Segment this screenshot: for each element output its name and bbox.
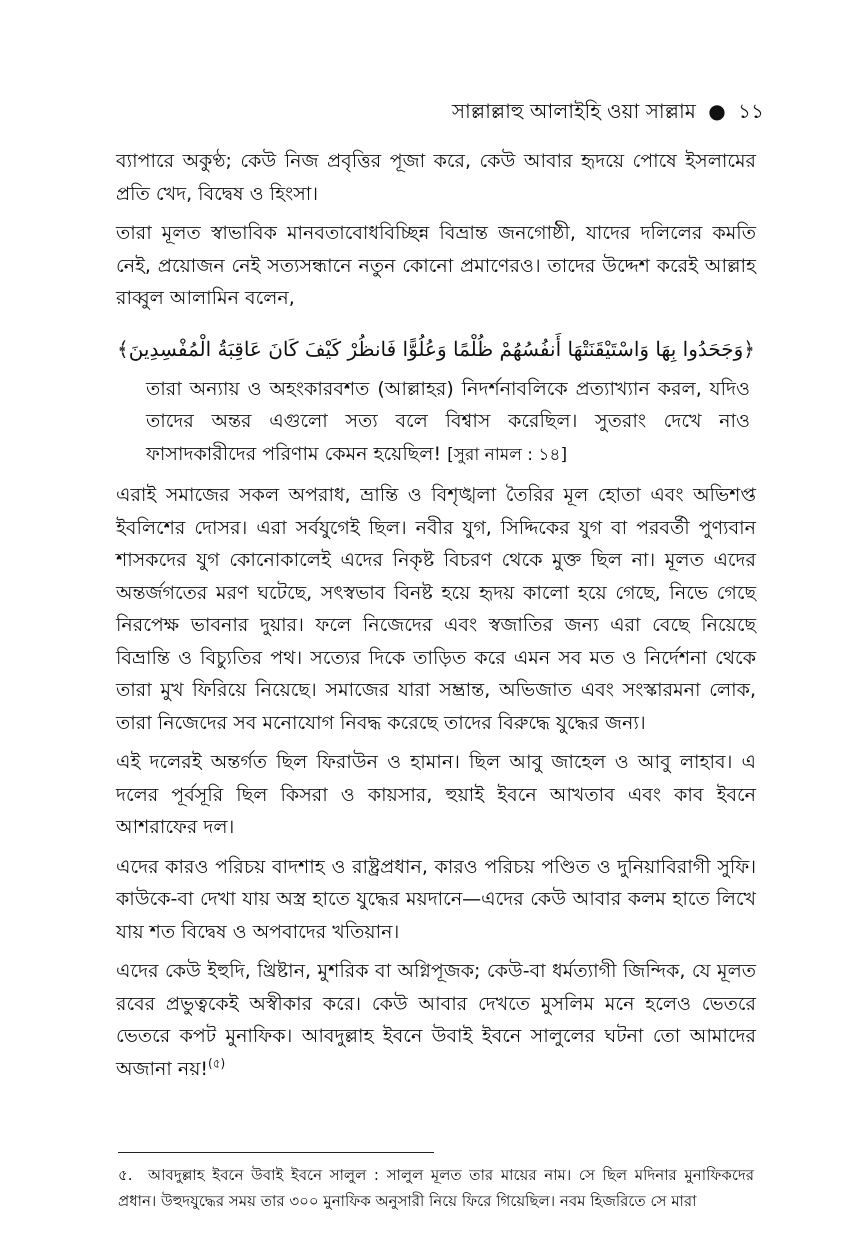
footnote-text: আবদুল্লাহ ইবনে উবাই ইবনে সালুল : সালুল মূলত তার মায়ের নাম। সে ছিল মদিনার মুনাফিকদের প্রধান। উহুদযুদ্ধের সময় তার ৩০০ মুনাফিক অনুসারী নিয়ে ফিরে গিয়েছিল। নবম হিজরিতে সে মারা xyxy=(118,1166,754,1210)
body-text xyxy=(116,145,756,1092)
bullet-icon: ● xyxy=(708,99,726,123)
paragraph-5: এদের কারও পরিচয় বাদশাহ ও রাষ্ট্রপ্রধান, কারও পরিচয় পণ্ডিত ও দুনিয়াবিরাগী সুফি। কাউকে-বা দেখা যায় অস্ত্র হাতে যুদ্ধের ময়দানে—এদের কেউ আবার কলম হাতে লিখে যায় শত বিদ্বেষ ও অপবাদের খতিয়ান। xyxy=(116,855,756,943)
footnote-number: ৫. xyxy=(118,1166,133,1184)
footnote-marker: (৫) xyxy=(208,1056,226,1071)
quran-verse-arabic: ﴿وَجَحَدُوا بِهَا وَاسْتَيْقَنَتْهَا أَنفُسُهُمْ ظُلْمًا وَعُلُوًّا فَانظُرْ كَيْفَ كَانَ عَاقِبَةُ الْمُفْسِدِينَ﴾ xyxy=(116,336,756,361)
verse-reference: [সুরা নামল : ১৪] xyxy=(447,444,568,465)
paragraph-4: এই দলেরই অন্তর্গত ছিল ফিরাউন ও হামান। ছিল আবু জাহেল ও আবু লাহাব। এ দলের পূর্বসূরি ছিল কিসরা ও কায়সার, হুয়াই ইবনে আখতাব এবং কাব ইবনে আশরাফের দল। xyxy=(116,751,756,838)
footnote-divider xyxy=(118,1152,434,1153)
verse-translation-text: তারা অন্যায় ও অহংকারবশত (আল্লাহর) নিদর্শনাবলিকে প্রত্যাখ্যান করল, যদিও তাদের অন্তর এগুলো সত্য বলে বিশ্বাস করেছিল। সুতরাং দেখে নাও ফাসাদকারীদের পরিণাম কেমন হয়েছিল! xyxy=(146,377,750,465)
paragraph-6 xyxy=(116,955,756,1085)
page-number: ১১ xyxy=(738,99,764,123)
paragraph-2: তারা মূলত স্বাভাবিক মানবতাবোধবিচ্ছিন্ন বিভ্রান্ত জনগোষ্ঠী, যাদের দলিলের কমতি নেই, প্রয়োজন নেই সত্যসন্ধানে নতুন কোনো প্রমাণেরও। তাদের উদ্দেশ করেই আল্লাহ রাব্বুল আলামিন বলেন, xyxy=(116,222,756,309)
running-header xyxy=(452,96,764,126)
footnote xyxy=(118,1162,754,1214)
running-header-title: সাল্লাল্লাহু আলাইহি ওয়া সাল্লাম xyxy=(451,99,696,123)
paragraph-1: ব্যাপারে অকুণ্ঠ; কেউ নিজ প্রবৃত্তির পূজা করে, কেউ আবার হৃদয়ে পোষে ইসলামের প্রতি খেদ, বিদ্বেষ ও হিংসা। xyxy=(116,150,756,205)
paragraph-3: এরাই সমাজের সকল অপরাধ, ভ্রান্তি ও বিশৃঙ্খলা তৈরির মূল হোতা এবং অভিশপ্ত ইবলিশের দোসর। এরা সর্বযুগেই ছিল। নবীর যুগ, সিদ্দিকের যুগ বা পরবর্তী পুণ্যবান শাসকদের যুগ কোনোকালেই এদের নিকৃষ্ট বিচরণ থেকে মুক্ত ছিল না। মূলত এদের অন্তর্জগতের মরণ ঘটেছে, সৎস্বভাব বিনষ্ট হয়ে হৃদয় কালো হয়ে গেছে, নিভে গেছে নিরপেক্ষ ভাবনার দুয়ার। ফলে নিজেদের এবং স্বজাতির জন্য এরা বেছে নিয়েছে বিভ্রান্তি ও বিচ্যুতির পথ। সত্যের দিকে তাড়িত করে এমন সব মত ও নির্দেশনা থেকে তারা মুখ ফিরিয়ে নিয়েছে। সমাজের যারা সম্ভ্রান্ত, অভিজাত এবং সংস্কারমনা লোক, তারা নিজেদের সব মনোযোগ নিবদ্ধ করেছে তাদের বিরুদ্ধে যুদ্ধের জন্য। xyxy=(116,484,756,734)
paragraph-6-text: এদের কেউ ইহুদি, খ্রিষ্টান, মুশরিক বা অগ্নিপূজক; কেউ-বা ধর্মত্যাগী জিন্দিক, যে মূলত রবের প্রভুত্বকেই অস্বীকার করে। কেউ আবার দেখতে মুসলিম মনে হলেও ভেতরে ভেতরে কপট মুনাফিক। আবদুল্লাহ ইবনে উবাই ইবনে সালুলের ঘটনা তো আমাদের অজানা নয়! xyxy=(116,960,756,1080)
verse-translation xyxy=(146,373,750,472)
